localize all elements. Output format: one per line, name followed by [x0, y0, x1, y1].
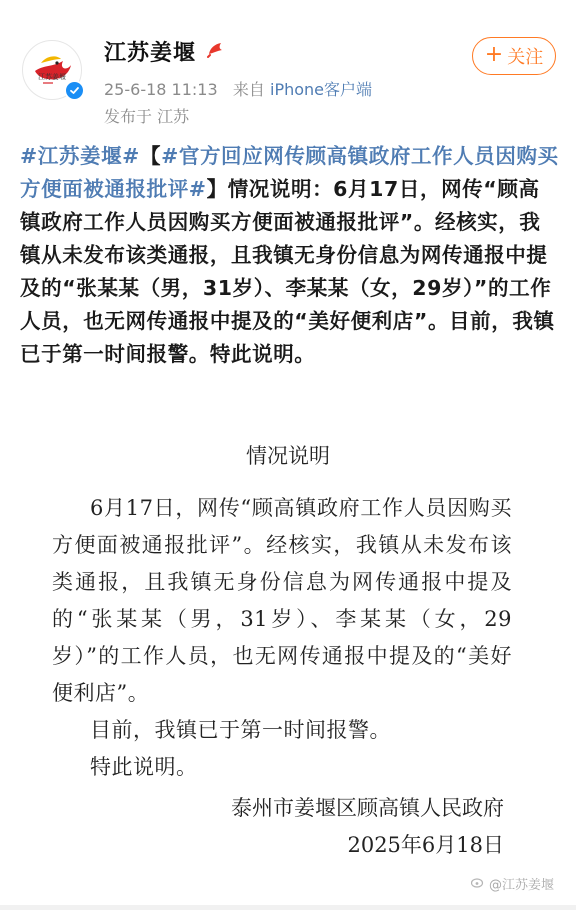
document-paragraph: 6月17日，网传“顾高镇政府工作人员因购买方便面被通报批评”。经核实，我镇从未发布该类通报，且我镇无身份信息为网传通报中提及的“张某某（男，31岁）、李某某（女，29岁）”的工作人员，也无网传通报中提及的“美好便利店”。	[52, 496, 512, 705]
post-body: 情况说明：6月17日，网传“顾高镇政府工作人员因购买方便面被通报批评”。经核实，我镇从未发布该类通报，且我镇无身份信息为网传通报中提及的“张某某（男，31岁）、李某某（女，29岁）”的工作人员，也无网传通报中提及的“美好便利店”。目前，我镇已于第一时间报警。特此说明。	[20, 177, 555, 366]
document-signature-block	[231, 790, 504, 864]
source-prefix: 来自	[232, 80, 265, 99]
bottom-divider	[0, 905, 576, 910]
attached-document-image[interactable]	[0, 420, 576, 880]
avatar-text: 江苏姜堰	[38, 73, 66, 81]
bracket-open: 【	[139, 144, 162, 168]
verified-badge	[64, 80, 84, 100]
document-body	[52, 490, 512, 786]
post-text	[20, 140, 560, 371]
post-header	[0, 0, 576, 130]
image-watermark	[471, 874, 554, 893]
verified-check-icon	[66, 82, 83, 99]
post-timestamp: 25-6-18 11:13	[104, 80, 218, 99]
weibo-icon	[471, 876, 485, 892]
document-paragraph: 特此说明。	[90, 755, 198, 779]
post-location: 发布于 江苏	[104, 107, 190, 126]
account-name[interactable]: 江苏姜堰	[104, 41, 197, 66]
post-meta	[104, 77, 372, 100]
document-date: 2025年6月18日	[347, 833, 504, 857]
bracket-close: 】	[206, 177, 228, 201]
document-title: 情况说明	[246, 444, 330, 468]
document-paragraph: 目前，我镇已于第一时间报警。	[90, 718, 391, 742]
hashtag-link[interactable]: #江苏姜堰#	[20, 144, 140, 168]
follow-button[interactable]	[472, 37, 556, 75]
badge-icon	[205, 40, 225, 62]
plus-icon: +	[484, 42, 504, 67]
follow-label: 关注	[507, 47, 544, 68]
watermark-text: @江苏姜堰	[488, 878, 554, 893]
source-client-link[interactable]: iPhone客户端	[270, 80, 373, 99]
topic-hashtag-link[interactable]: #官方回应网传顾高镇政府工作人员因购买方便面被通报批评#	[20, 144, 559, 201]
document-signature: 泰州市姜堰区顾高镇人民政府	[231, 796, 504, 820]
